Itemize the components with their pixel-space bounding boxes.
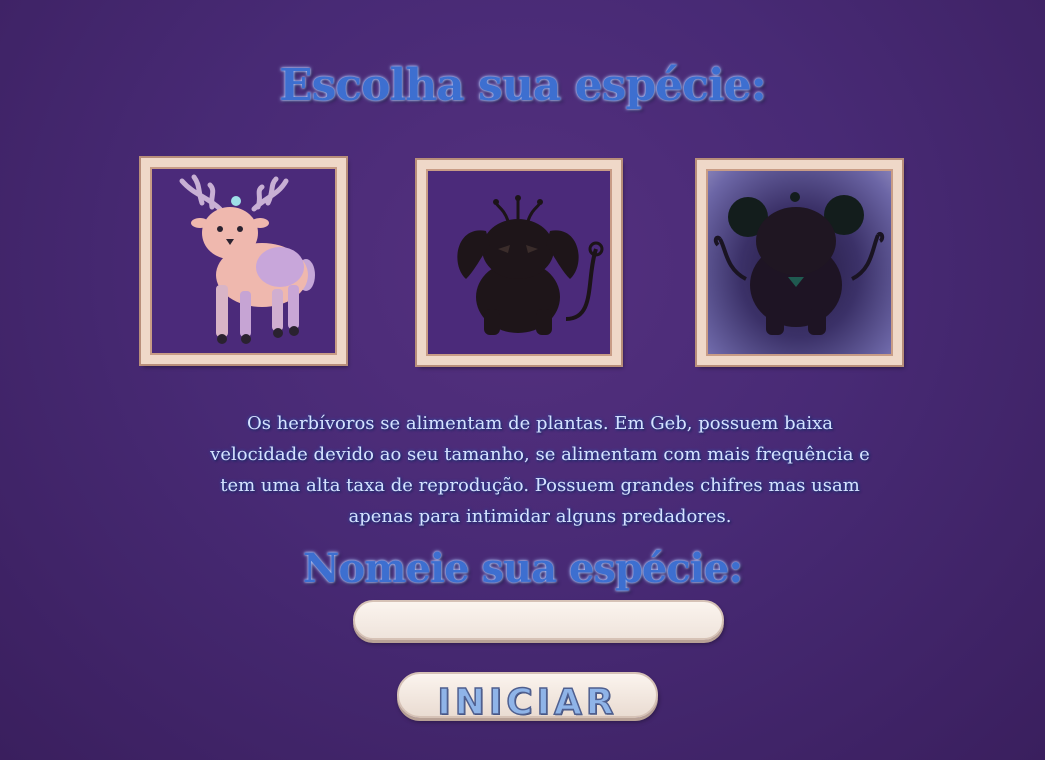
species-card-omnivore[interactable] (697, 160, 902, 365)
start-button[interactable] (397, 672, 658, 718)
species-card-herbivore[interactable] (141, 158, 346, 364)
species-name-input[interactable] (353, 600, 724, 640)
species-card-carnivore[interactable] (417, 160, 621, 365)
dark-mouse-creature-icon (706, 169, 893, 356)
pink-deer-creature-icon (150, 167, 337, 355)
black-cat-creature-icon (426, 169, 612, 356)
page-title: Escolha sua espécie: (279, 60, 766, 111)
name-prompt: Nomeie sua espécie: (302, 545, 743, 592)
start-button-label: INICIAR (437, 682, 618, 718)
species-description: Os herbívoros se alimentam de plantas. Em Geb, possuem baixa velocidade devido ao seu tamanho, se alimentam com mais frequência e tem uma alta taxa de reprodução. Possuem grandes chifres mas usam apenas para intimidar alguns predadores. (210, 413, 870, 527)
